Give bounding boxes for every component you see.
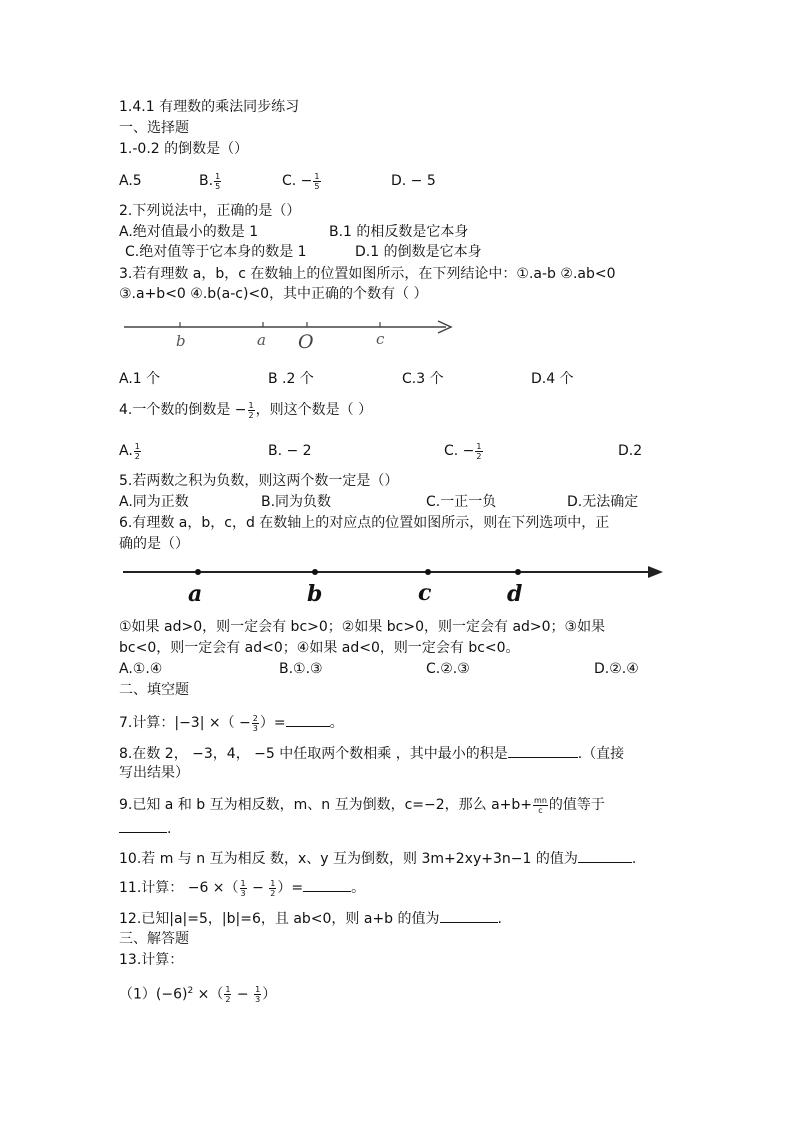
denominator: 2: [134, 451, 140, 461]
q1-option-a: A.5: [119, 173, 142, 189]
q4-option-c-prefix: C. −: [444, 443, 475, 459]
q7-fraction: [252, 714, 259, 733]
q7-answer-blank[interactable]: [286, 712, 330, 727]
denominator: 5: [215, 181, 221, 191]
q4-option-a-fraction: [134, 442, 141, 461]
q11-minus: −: [247, 880, 269, 896]
q7-end: 。: [329, 715, 344, 731]
q1-stem: 1.-0.2 的倒数是（）: [119, 141, 249, 157]
q1-option-c-fraction: [313, 172, 320, 191]
section-heading-answer: 三、解答题: [119, 931, 189, 947]
numerator: 1: [248, 400, 254, 410]
q8-line1: [119, 743, 624, 764]
q11-fraction-2: [269, 879, 276, 898]
q13-part1: [119, 981, 276, 1005]
q2-option-a: A.绝对值最小的数是 1: [119, 224, 259, 240]
axis-label-b: b: [176, 332, 186, 350]
q3-option-b: B .2 个: [268, 371, 314, 387]
q1-option-b-fraction: [214, 172, 221, 191]
numerator: 1: [240, 878, 246, 888]
q10-answer-blank[interactable]: [578, 848, 632, 863]
q9-answer-blank[interactable]: [119, 818, 167, 833]
q11-suffix: ）=: [277, 880, 304, 896]
denominator: 2: [270, 888, 276, 898]
axis-arrow-icon: [648, 566, 663, 578]
q9-end: .: [167, 821, 172, 837]
section-heading-fill: 二、填空题: [119, 682, 189, 698]
q13-stem: 13.计算：: [119, 952, 184, 968]
numerator: 1: [255, 985, 261, 995]
q9-suffix: 的值等于: [548, 797, 605, 813]
q13-exponent: 2: [187, 986, 194, 996]
q5-option-a: A.同为正数: [119, 494, 189, 510]
denominator: 3: [255, 995, 261, 1005]
q6-option-c: C.②.③: [426, 661, 470, 677]
denominator: 3: [252, 723, 258, 733]
q1-option-b-prefix: B.: [199, 173, 214, 189]
q2-option-c: C.绝对值等于它本身的数是 1: [125, 244, 307, 260]
q4-option-a: [119, 441, 142, 461]
numerator: 2: [252, 713, 258, 723]
q6-option-a: A.①.④: [119, 661, 163, 677]
q3-option-a: A.1 个: [119, 371, 161, 387]
q7-prefix: 7.计算：|−3| ×（ −: [119, 715, 251, 731]
q7-suffix: ）=: [259, 715, 286, 731]
axis-label-o: O: [298, 331, 314, 353]
numerator: 1: [270, 878, 276, 888]
numerator: 1: [134, 441, 140, 451]
q11-end: 。: [351, 880, 366, 896]
q8-prefix: 8.在数 2， −3，4， −5 中任取两个数相乘 ，其中最小的积是: [119, 746, 508, 762]
q5-option-d: D.无法确定: [567, 494, 639, 510]
axis-label-c: c: [376, 330, 385, 348]
doc-title: 1.4.1 有理数的乘法同步练习: [119, 99, 300, 115]
denominator: c: [538, 805, 543, 815]
q13-minus: −: [232, 986, 254, 1003]
q13-part1-prefix: （1）(−6): [119, 986, 188, 1003]
q12-end: .: [497, 911, 502, 927]
numerator: 1: [225, 985, 231, 995]
section-heading-choice: 一、选择题: [119, 120, 189, 136]
axis-label-a: a: [188, 581, 203, 607]
q9-fraction: [533, 796, 548, 815]
axis-label-c: c: [418, 580, 432, 606]
q4-stem: [119, 400, 372, 420]
denominator: 3: [240, 888, 246, 898]
point-c: [425, 569, 431, 575]
q6-option-b: B.①.③: [279, 661, 323, 677]
q4-option-d: D.2: [618, 443, 643, 459]
q8-line2: 写出结果）: [119, 765, 189, 781]
q5-option-c: C.一正一负: [426, 494, 497, 510]
q4-stem-fraction: [248, 401, 255, 420]
q12-answer-blank[interactable]: [440, 908, 498, 923]
q2-option-b: B.1 的相反数是它本身: [329, 224, 469, 240]
q4-stem-prefix: 4.一个数的倒数是 −: [119, 402, 247, 418]
q4-option-c: [444, 441, 484, 461]
q4-option-b: B. − 2: [268, 443, 312, 459]
q11-prefix: 11.计算： −6 ×（: [119, 880, 239, 896]
q8-suffix: .（直接: [577, 746, 625, 762]
q11-fraction-1: [240, 879, 247, 898]
numerator: 1: [314, 171, 320, 181]
q10-end: .: [631, 851, 637, 867]
numerator: 1: [215, 171, 221, 181]
q6-stem-line3: ①如果 ad>0，则一定会有 bc>0；②如果 bc>0，则一定会有 ad>0；③如果: [119, 619, 606, 635]
q5-option-b: B.同为负数: [261, 494, 332, 510]
point-d: [515, 569, 521, 575]
q12-prefix: 12.已知|a|=5，|b|=6，且 ab<0，则 a+b 的值为: [119, 911, 440, 927]
q6-option-d: D.②.④: [594, 661, 639, 677]
point-b: [312, 569, 318, 575]
q12-line: [119, 908, 502, 929]
q7-line: [119, 712, 344, 733]
q3-option-d: D.4 个: [531, 371, 574, 387]
q4-stem-suffix: ，则这个数是（ ）: [255, 402, 373, 418]
q9-line2: [119, 818, 171, 839]
denominator: 2: [476, 451, 482, 461]
q10-line: [119, 848, 636, 869]
q4-option-a-prefix: A.: [119, 443, 133, 459]
q6-stem-line4: bc<0，则一定会有 ad<0；④如果 ad<0，则一定会有 bc<0。: [119, 640, 520, 656]
q6-stem-line1: 6.有理数 a，b，c，d 在数轴上的对应点的位置如图所示，则在下列选项中，正: [119, 515, 610, 531]
q1-option-c-prefix: C. −: [282, 173, 313, 189]
q2-stem: 2.下列说法中，正确的是（）: [119, 203, 301, 219]
q13-fraction-1: [224, 985, 231, 1004]
q11-line: [119, 877, 365, 898]
q8-answer-blank[interactable]: [508, 743, 578, 758]
axis-label-b: b: [307, 581, 323, 607]
q13-fraction-2: [254, 985, 261, 1004]
denominator: 2: [225, 995, 231, 1005]
q6-stem-line2: 确的是（）: [119, 536, 189, 552]
q3-option-c: C.3 个: [402, 371, 444, 387]
q1-option-b: [199, 171, 222, 191]
point-a: [195, 569, 201, 575]
q3-number-line: [120, 316, 460, 353]
q9-prefix: 9.已知 a 和 b 互为相反数，m、n 互为倒数，c=−2，那么 a+b+: [119, 797, 533, 813]
numerator: 1: [476, 441, 482, 451]
axis-label-a: a: [257, 331, 266, 349]
q5-stem: 5.若两数之积为负数，则这两个数一定是（）: [119, 473, 399, 489]
q3-stem-line1: 3.若有理数 a，b，c 在数轴上的位置如图所示，在下列结论中：①.a-b ②.ab<0: [119, 266, 616, 282]
q2-option-d: D.1 的倒数是它本身: [355, 244, 482, 260]
q11-answer-blank[interactable]: [303, 877, 351, 892]
denominator: 5: [314, 181, 320, 191]
q13-suffix: ）: [262, 986, 277, 1003]
q4-option-c-fraction: [475, 442, 482, 461]
q3-stem-line2: ③.a+b<0 ④.b(a-c)<0，其中正确的个数有（ ）: [119, 286, 428, 302]
q13-times: ×（: [193, 986, 224, 1003]
q1-option-c: [282, 171, 322, 191]
q6-number-line: [120, 564, 670, 606]
q10-prefix: 10.若 m 与 n 互为相反 数，x、y 互为倒数，则 3m+2xy+3n−1 的值为: [119, 851, 578, 867]
denominator: 2: [248, 410, 254, 420]
axis-label-d: d: [507, 581, 523, 607]
numerator: mn: [534, 795, 547, 805]
q1-option-d: D. − 5: [391, 173, 436, 189]
q9-line1: [119, 795, 605, 815]
